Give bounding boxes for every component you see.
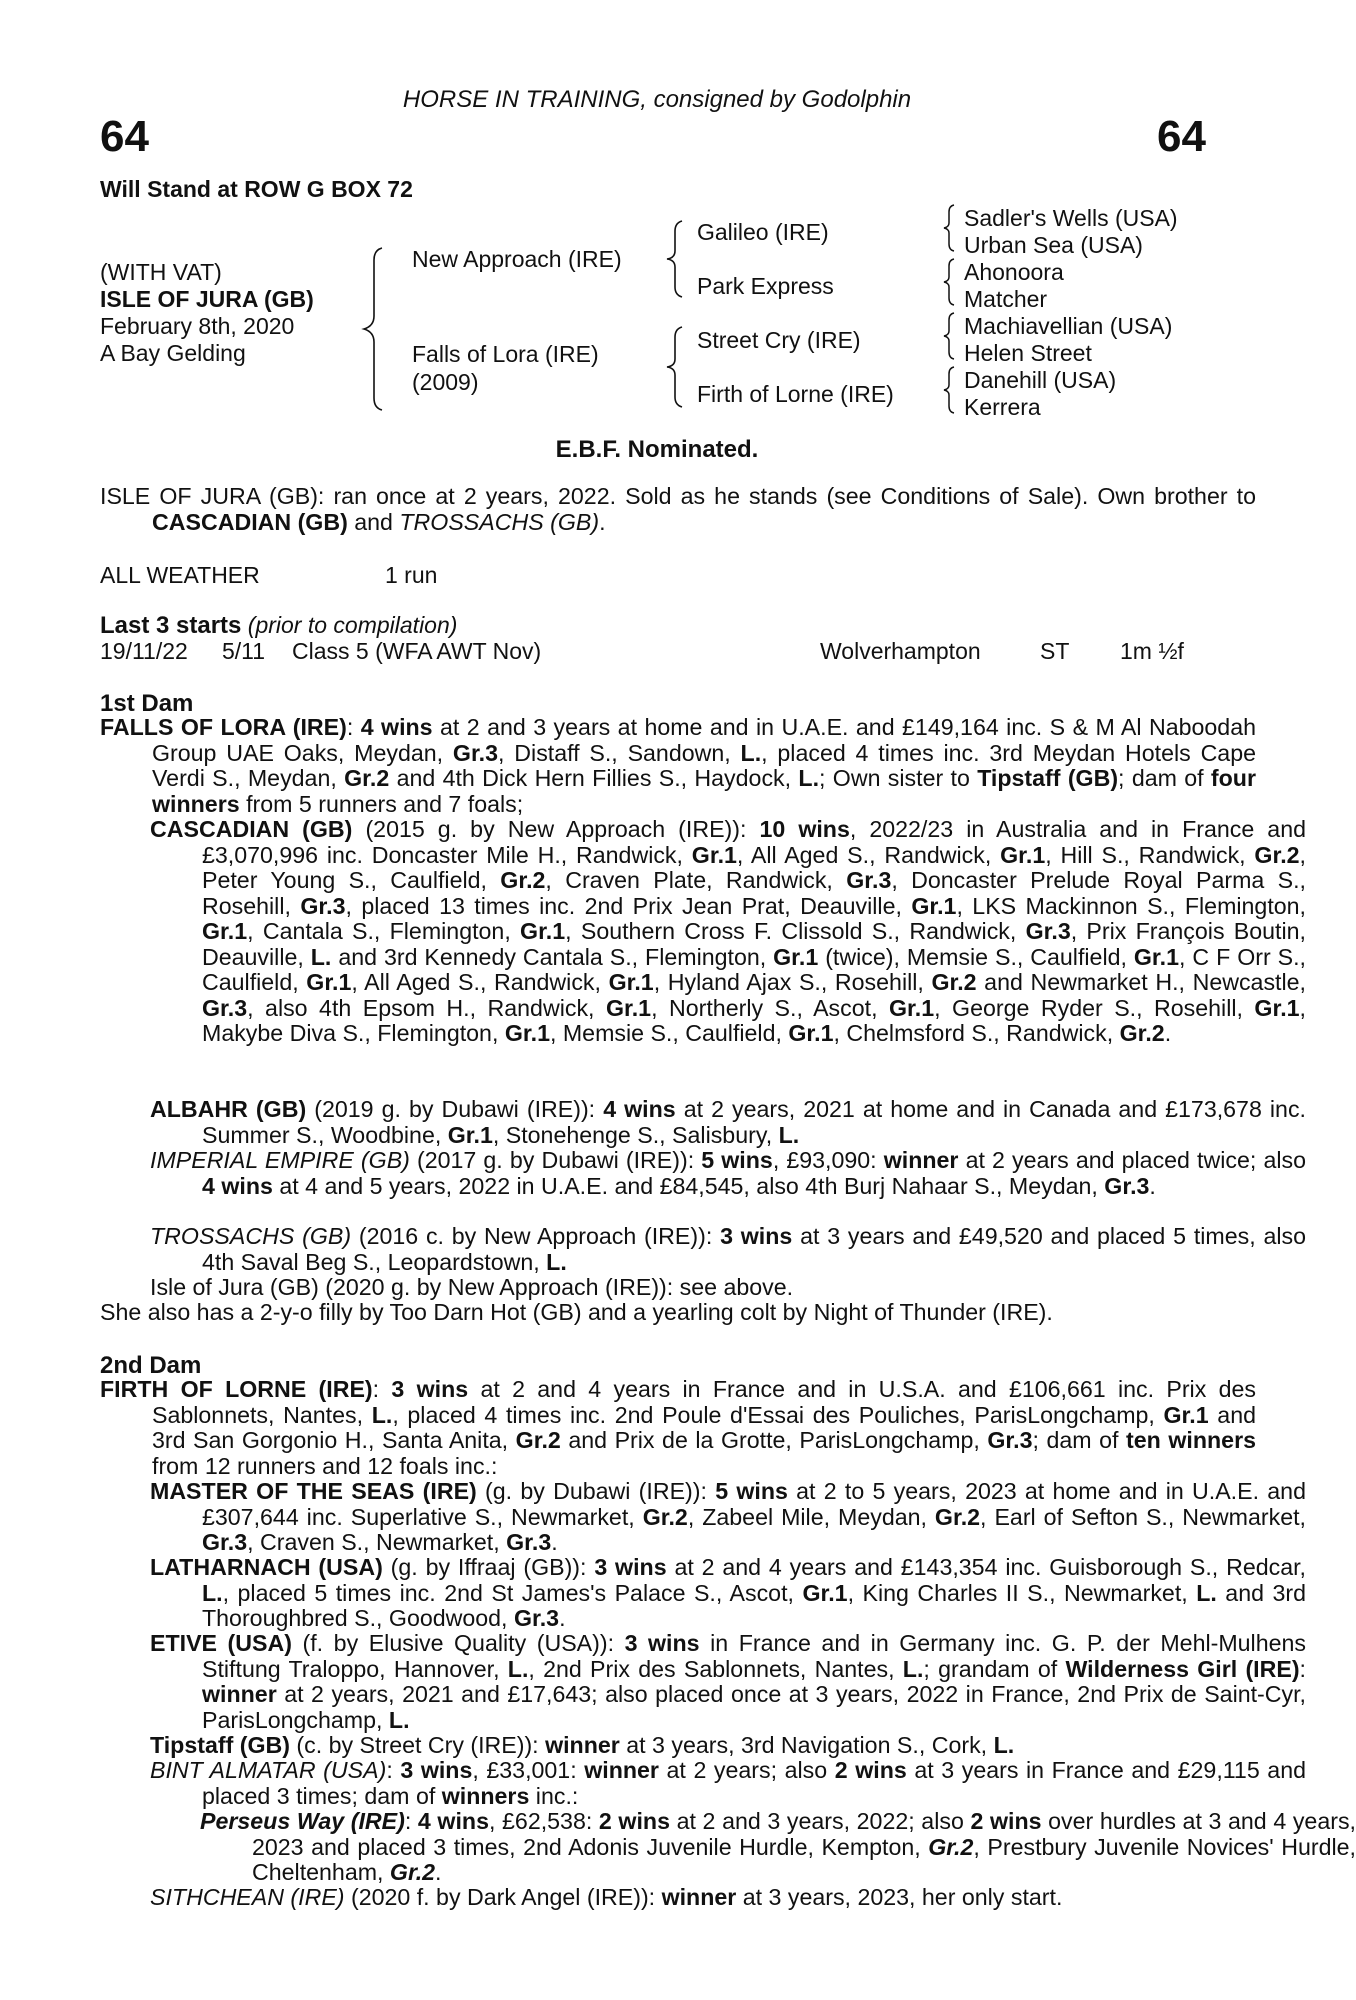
summary-paragraph xyxy=(100,484,1256,535)
t: winner xyxy=(883,1147,959,1173)
t: (2017 g. by Dubawi (IRE)): xyxy=(409,1147,702,1173)
t: 4 wins xyxy=(603,1096,676,1122)
t: Wilderness Girl (IRE) xyxy=(1065,1655,1300,1682)
last-start-position: 5/11 xyxy=(222,638,266,664)
t: Gr.3 xyxy=(506,1529,552,1555)
t: , Makybe Diva S., Flemington, xyxy=(202,994,1306,1046)
stand-info: Will Stand at ROW G BOX 72 xyxy=(100,176,413,202)
t: Gr.1 xyxy=(447,1121,493,1148)
t: at 4 and 5 years, 2022 in U.A.E. and £84,545, also 4th Burj Nahaar S., Meydan, xyxy=(272,1172,1105,1199)
t: (g. by Iffraaj (GB)): xyxy=(382,1554,595,1580)
t: L. xyxy=(778,1121,800,1148)
t: , also 4th Epsom H., Randwick, xyxy=(247,994,606,1021)
t: winners xyxy=(441,1782,530,1809)
t: Gr.2 xyxy=(928,1833,974,1860)
t: , placed 4 times inc. 2nd Poule d'Essai des Pouliches, ParisLongchamp, xyxy=(392,1401,1164,1428)
t: Gr.1 xyxy=(1133,943,1180,970)
t: L. xyxy=(310,943,332,970)
offspring-name: LATHARNACH (USA) xyxy=(150,1554,383,1580)
t: , Prix François Boutin, Deauville, xyxy=(202,918,1306,970)
offspring-trossachs xyxy=(100,1224,1306,1275)
t: 5 wins xyxy=(701,1147,773,1173)
t: L. xyxy=(740,739,762,766)
t: 3 wins xyxy=(720,1223,793,1249)
t: inc.: xyxy=(529,1782,579,1809)
t: , placed 13 times inc. 2nd Prix Jean Prat, Deauville, xyxy=(345,892,912,919)
t: Gr.3 xyxy=(513,1605,560,1631)
t: Gr.1 xyxy=(802,1579,848,1606)
pedigree-dam-year: (2009) xyxy=(412,369,479,395)
last-start-going: ST xyxy=(1040,638,1070,664)
t: , Distaff S., Sandown, xyxy=(498,739,741,766)
t: , LKS Mackinnon S., Flemington, xyxy=(956,892,1307,919)
t: L. xyxy=(371,1401,393,1428)
t: at 2 years, 2021 and £17,643; also placed once at 3 years, 2022 in France, 2nd Prix de Saint-Cyr, ParisLongchamp, xyxy=(202,1681,1306,1733)
offspring-name: Tipstaff (GB) xyxy=(150,1732,290,1758)
t: at 3 years and £49,520 and placed 5 times, also 4th Saval Beg S., Leopardstown, xyxy=(202,1223,1306,1275)
pedigree-g3: Ahonoora xyxy=(964,259,1064,285)
t: , Hill S., Randwick, xyxy=(1045,841,1255,868)
t: 4 wins xyxy=(202,1172,273,1199)
t: Tipstaff (GB) xyxy=(977,765,1119,791)
t: , placed 4 times inc. 3rd Meydan Hotels Cape Verdi S., Meydan, xyxy=(152,739,1256,791)
t: 2 wins xyxy=(598,1808,670,1834)
t: Gr.3 xyxy=(1025,918,1071,944)
t: at 3 years in France and £29,115 and placed 3 times; dam of xyxy=(202,1757,1306,1809)
grandoffspring-perseus-way xyxy=(100,1809,1356,1886)
t: Gr.2 xyxy=(389,1859,436,1885)
t: at 2 years; also xyxy=(658,1757,835,1783)
t: Gr.2 xyxy=(934,1503,981,1530)
t: : xyxy=(346,714,361,740)
offspring-etive xyxy=(100,1631,1306,1733)
t: from 12 runners and 12 foals inc.: xyxy=(152,1452,498,1479)
offspring-name: ETIVE (USA) xyxy=(150,1630,292,1656)
t: L. xyxy=(798,765,820,791)
t: Gr.1 xyxy=(788,1020,834,1046)
t: , 2022/23 in Australia and in France and £3,070,996 inc. Doncaster Mile H., Randwick, xyxy=(202,816,1306,868)
t: . xyxy=(551,1529,558,1555)
first-dam-heading: 1st Dam xyxy=(100,690,194,717)
t: L. xyxy=(902,1655,924,1682)
t: (c. by Street Cry (IRE)): xyxy=(289,1732,546,1758)
t: at 2 and 3 years at home and in U.A.E. and £149,164 inc. S & M Al Naboodah Group UAE Oaks, Meydan, xyxy=(152,714,1256,766)
t: Gr.3 xyxy=(202,994,248,1021)
t: winner xyxy=(545,1732,620,1758)
vat-note: (WITH VAT) xyxy=(100,259,222,285)
t: Gr.1 xyxy=(306,969,352,995)
t: Gr.3 xyxy=(1104,1172,1150,1199)
t: Gr.2 xyxy=(931,969,977,995)
t: over hurdles at 3 and 4 years, 2023 and placed 3 times, 2nd Adonis Juvenile Hurdle, Kempton, xyxy=(252,1808,1356,1860)
t: , Peter Young S., Caulfield, xyxy=(202,841,1306,893)
offspring-name: SITHCHEAN (IRE) xyxy=(150,1884,345,1910)
t: winner xyxy=(202,1681,277,1707)
t: winner xyxy=(661,1884,737,1910)
pedigree-bracket-g4 xyxy=(940,364,960,416)
t: . xyxy=(1149,1172,1156,1199)
t: in France and in Germany inc. G. P. der Mehl-Mulhens Stiftung Traloppo, Hannover, xyxy=(202,1630,1306,1682)
t: Gr.1 xyxy=(1254,994,1300,1021)
t: and 3rd Kennedy Cantala S., Flemington, xyxy=(331,943,774,970)
all-weather-label: ALL WEATHER xyxy=(100,562,260,588)
t: , Cantala S., Flemington, xyxy=(247,918,521,944)
t: 4 wins xyxy=(360,714,433,740)
t: 5 wins xyxy=(715,1478,788,1504)
pedigree-g7: Danehill (USA) xyxy=(964,367,1117,393)
t: at 2 and 4 years and £143,354 inc. Guisborough S., Redcar, xyxy=(666,1554,1306,1580)
t: at 2 years and placed twice; also xyxy=(958,1147,1306,1173)
t: . xyxy=(559,1605,566,1631)
offspring-sithchean xyxy=(100,1885,1306,1911)
t: , Memsie S., Caulfield, xyxy=(549,1020,789,1046)
t: L. xyxy=(202,1579,223,1606)
pedigree-sire-dam: Park Express xyxy=(697,273,834,299)
t: at 2 to 5 years, 2023 at home and in U.A.E. and £307,644 inc. Superlative S., Newmarket, xyxy=(202,1478,1306,1530)
t: at 2 years, 2021 at home and in Canada and £173,678 inc. Summer S., Woodbine, xyxy=(202,1096,1306,1148)
pedigree-g1: Sadler's Wells (USA) xyxy=(964,205,1178,231)
offspring-name: Perseus Way (IRE) xyxy=(200,1808,405,1834)
t: ; dam of xyxy=(1032,1427,1127,1453)
pedigree-g8: Kerrera xyxy=(964,394,1041,420)
t: Gr.2 xyxy=(1119,1020,1165,1046)
second-dam-paragraph xyxy=(100,1377,1256,1479)
pedigree-bracket-dam xyxy=(662,324,692,410)
t: at 3 years, 3rd Navigation S., Cork, xyxy=(619,1732,994,1758)
pedigree-g4: Matcher xyxy=(964,286,1048,312)
horse-name: ISLE OF JURA (GB) xyxy=(100,286,314,312)
offspring-name: IMPERIAL EMPIRE (GB) xyxy=(150,1147,410,1173)
last-start-course: Wolverhampton xyxy=(820,638,981,664)
pedigree-dam-dam: Firth of Lorne (IRE) xyxy=(697,381,894,407)
t: Gr.1 xyxy=(1000,841,1046,868)
pedigree-bracket-g3 xyxy=(940,310,960,362)
last-starts-note: (prior to compilation) xyxy=(247,612,458,638)
t: . xyxy=(435,1859,442,1885)
t: , C F Orr S., Caulfield, xyxy=(202,943,1306,995)
second-dam-heading: 2nd Dam xyxy=(100,1352,202,1379)
t: : xyxy=(386,1757,401,1783)
t: ; dam of xyxy=(1118,765,1211,791)
t: , Northerly S., Ascot, xyxy=(651,994,889,1021)
t: L. xyxy=(993,1732,1015,1758)
last-starts-heading xyxy=(100,612,457,640)
offspring-name: TROSSACHS (GB) xyxy=(150,1223,352,1249)
t: winner xyxy=(584,1757,659,1783)
t: and Prix de la Grotte, ParisLongchamp, xyxy=(560,1427,988,1453)
t: 3 wins xyxy=(624,1630,700,1656)
horse-description: A Bay Gelding xyxy=(100,340,246,366)
first-dam-name: FALLS OF LORA (IRE) xyxy=(100,714,347,740)
t: : xyxy=(372,1376,392,1402)
offspring-imperial-empire xyxy=(100,1148,1306,1199)
t: Gr.2 xyxy=(344,765,390,791)
t: L. xyxy=(388,1706,410,1733)
summary-text: ISLE OF JURA (GB): ran once at 2 years, 2022. Sold as he stands (see Conditions of Sale). Own brother to xyxy=(100,483,1256,509)
t: , £93,090: xyxy=(772,1147,884,1173)
t: , Stonehenge S., Salisbury, xyxy=(492,1121,779,1148)
t: Gr.1 xyxy=(608,969,654,995)
t: Gr.3 xyxy=(202,1529,248,1555)
t: Gr.1 xyxy=(889,994,935,1021)
consignor-line: HORSE IN TRAINING, consigned by Godolphin xyxy=(402,86,912,113)
t: (2015 g. by New Approach (IRE)): xyxy=(352,816,760,842)
t: Gr.1 xyxy=(520,918,566,944)
offspring-master-of-the-seas xyxy=(100,1479,1306,1556)
lot-number-left: 64 xyxy=(100,112,149,161)
t: Gr.1 xyxy=(1163,1401,1209,1428)
t: Gr.1 xyxy=(605,994,652,1021)
t: and 3rd Thoroughbred S., Goodwood, xyxy=(202,1579,1306,1631)
t: Gr.3 xyxy=(987,1427,1033,1453)
t: Gr.2 xyxy=(642,1503,688,1530)
t: , Earl of Sefton S., Newmarket, xyxy=(980,1503,1306,1530)
pedigree-bracket-g2 xyxy=(940,256,960,308)
offspring-name: BINT ALMATAR (USA) xyxy=(150,1757,387,1783)
t: 3 wins xyxy=(594,1554,667,1580)
t: : xyxy=(1299,1655,1306,1682)
horse-foaled: February 8th, 2020 xyxy=(100,313,295,339)
last-starts-title: Last 3 starts xyxy=(100,612,242,639)
summary-text: . xyxy=(599,508,606,535)
all-weather-value: 1 run xyxy=(385,562,438,588)
t: (f. by Elusive Quality (USA)): xyxy=(291,1630,625,1656)
t: , Doncaster Prelude Royal Parma S., Rosehill, xyxy=(202,867,1306,919)
t: (g. by Dubawi (IRE)): xyxy=(476,1478,716,1504)
offspring-albahr xyxy=(100,1097,1306,1148)
t: at 2 and 4 years in France and in U.S.A. and £106,661 inc. Prix des Sablonnets, Nantes, xyxy=(152,1376,1256,1428)
t: four winners xyxy=(152,765,1256,817)
first-dam-also: She also has a 2-y-o filly by Too Darn Hot (GB) and a yearling colt by Night of Thunder (IRE). xyxy=(100,1299,1053,1325)
t: , Prestbury Juvenile Novices' Hurdle, Cheltenham, xyxy=(252,1833,1356,1885)
t: L. xyxy=(507,1655,529,1682)
t: , Craven S., Newmarket, xyxy=(247,1529,507,1555)
t: at 3 years, 2023, her only start. xyxy=(736,1884,1063,1910)
t: Gr.3 xyxy=(300,892,346,919)
t: (2019 g. by Dubawi (IRE)): xyxy=(306,1096,604,1122)
last-start-distance: 1m ½f xyxy=(1120,638,1184,664)
t: at 2 and 3 years, 2022; also xyxy=(669,1808,971,1834)
t: , £33,001: xyxy=(472,1757,585,1783)
summary-sibling-italic: TROSSACHS (GB) xyxy=(399,508,600,535)
t: 4 wins xyxy=(417,1808,489,1834)
t: , Craven Plate, Randwick, xyxy=(545,867,847,893)
t: Gr.3 xyxy=(846,867,892,893)
second-dam-name: FIRTH OF LORNE (IRE) xyxy=(100,1376,373,1402)
pedigree-bracket-g1 xyxy=(940,202,960,254)
t: Gr.2 xyxy=(500,867,546,893)
t: (2016 c. by New Approach (IRE)): xyxy=(351,1223,721,1249)
t: from 5 runners and 7 foals; xyxy=(239,790,524,817)
lot-number-right: 64 xyxy=(1157,112,1206,161)
offspring-isle-of-jura: Isle of Jura (GB) (2020 g. by New Approach (IRE)): see above. xyxy=(150,1274,794,1300)
t: L. xyxy=(1196,1579,1217,1606)
t: ; grandam of xyxy=(923,1655,1066,1682)
t: , George Ryder S., Rosehill, xyxy=(934,994,1255,1021)
t: , placed 5 times inc. 2nd St James's Palace S., Ascot, xyxy=(222,1579,803,1606)
pedigree-sire: New Approach (IRE) xyxy=(412,246,622,272)
t: . xyxy=(1164,1020,1172,1046)
summary-sibling-bold: CASCADIAN (GB) xyxy=(152,508,348,535)
last-start-race: Class 5 (WFA AWT Nov) xyxy=(292,638,542,664)
t: and 4th Dick Hern Fillies S., Haydock, xyxy=(389,765,799,791)
ebf-nominated: E.B.F. Nominated. xyxy=(555,436,759,463)
t: ; Own sister to xyxy=(819,765,978,791)
pedigree-g5: Machiavellian (USA) xyxy=(964,313,1173,339)
pedigree-dam-sire: Street Cry (IRE) xyxy=(697,327,861,353)
t: , All Aged S., Randwick, xyxy=(351,969,609,995)
t: , King Charles II S., Newmarket, xyxy=(847,1579,1197,1606)
t: : xyxy=(404,1808,418,1834)
t: and Newmarket H., Newcastle, xyxy=(976,969,1306,995)
t: , 2nd Prix des Sablonnets, Nantes, xyxy=(528,1655,903,1682)
pedigree-g2: Urban Sea (USA) xyxy=(964,232,1143,258)
last-start-date: 19/11/22 xyxy=(100,638,188,664)
summary-text: and xyxy=(347,508,400,535)
t: 2 wins xyxy=(970,1808,1042,1834)
t: , All Aged S., Randwick, xyxy=(736,841,1001,868)
t: Gr.1 xyxy=(691,841,737,868)
t: 2 wins xyxy=(834,1757,907,1783)
t: Gr.2 xyxy=(1254,841,1300,868)
t: (2020 f. by Dark Angel (IRE)): xyxy=(344,1884,662,1910)
offspring-name: ALBAHR (GB) xyxy=(150,1096,307,1122)
t: Gr.3 xyxy=(452,739,499,766)
offspring-latharnach xyxy=(100,1555,1306,1632)
pedigree-sire-sire: Galileo (IRE) xyxy=(697,219,829,245)
pedigree-bracket-main xyxy=(360,244,400,414)
offspring-name: CASCADIAN (GB) xyxy=(150,816,353,842)
t: 10 wins xyxy=(759,816,850,842)
t: , Zabeel Mile, Meydan, xyxy=(687,1503,935,1530)
t: Gr.1 xyxy=(773,943,819,970)
t: 3 wins xyxy=(400,1757,473,1783)
t: Gr.1 xyxy=(504,1020,550,1046)
pedigree-g6: Helen Street xyxy=(964,340,1092,366)
t: Gr.2 xyxy=(515,1427,561,1453)
t: 3 wins xyxy=(391,1376,469,1402)
t: , Chelmsford S., Randwick, xyxy=(833,1020,1120,1046)
first-dam-paragraph xyxy=(100,715,1256,817)
t: , Southern Cross F. Clissold S., Randwick, xyxy=(565,918,1026,944)
t: (twice), Memsie S., Caulfield, xyxy=(818,943,1134,970)
t: L. xyxy=(546,1248,567,1275)
offspring-cascadian xyxy=(100,817,1306,1047)
offspring-tipstaff xyxy=(100,1733,1306,1759)
pedigree-dam: Falls of Lora (IRE) xyxy=(412,341,599,367)
offspring-name: MASTER OF THE SEAS (IRE) xyxy=(150,1478,477,1504)
t: and 3rd San Gorgonio H., Santa Anita, xyxy=(152,1401,1256,1453)
pedigree-bracket-sire xyxy=(662,218,692,300)
t: ten winners xyxy=(1126,1427,1256,1453)
t: , £62,538: xyxy=(488,1808,599,1834)
offspring-bint-almatar xyxy=(100,1758,1306,1809)
t: Gr.1 xyxy=(202,918,248,944)
t: Gr.1 xyxy=(911,892,957,919)
t: , Hyland Ajax S., Rosehill, xyxy=(653,969,932,995)
